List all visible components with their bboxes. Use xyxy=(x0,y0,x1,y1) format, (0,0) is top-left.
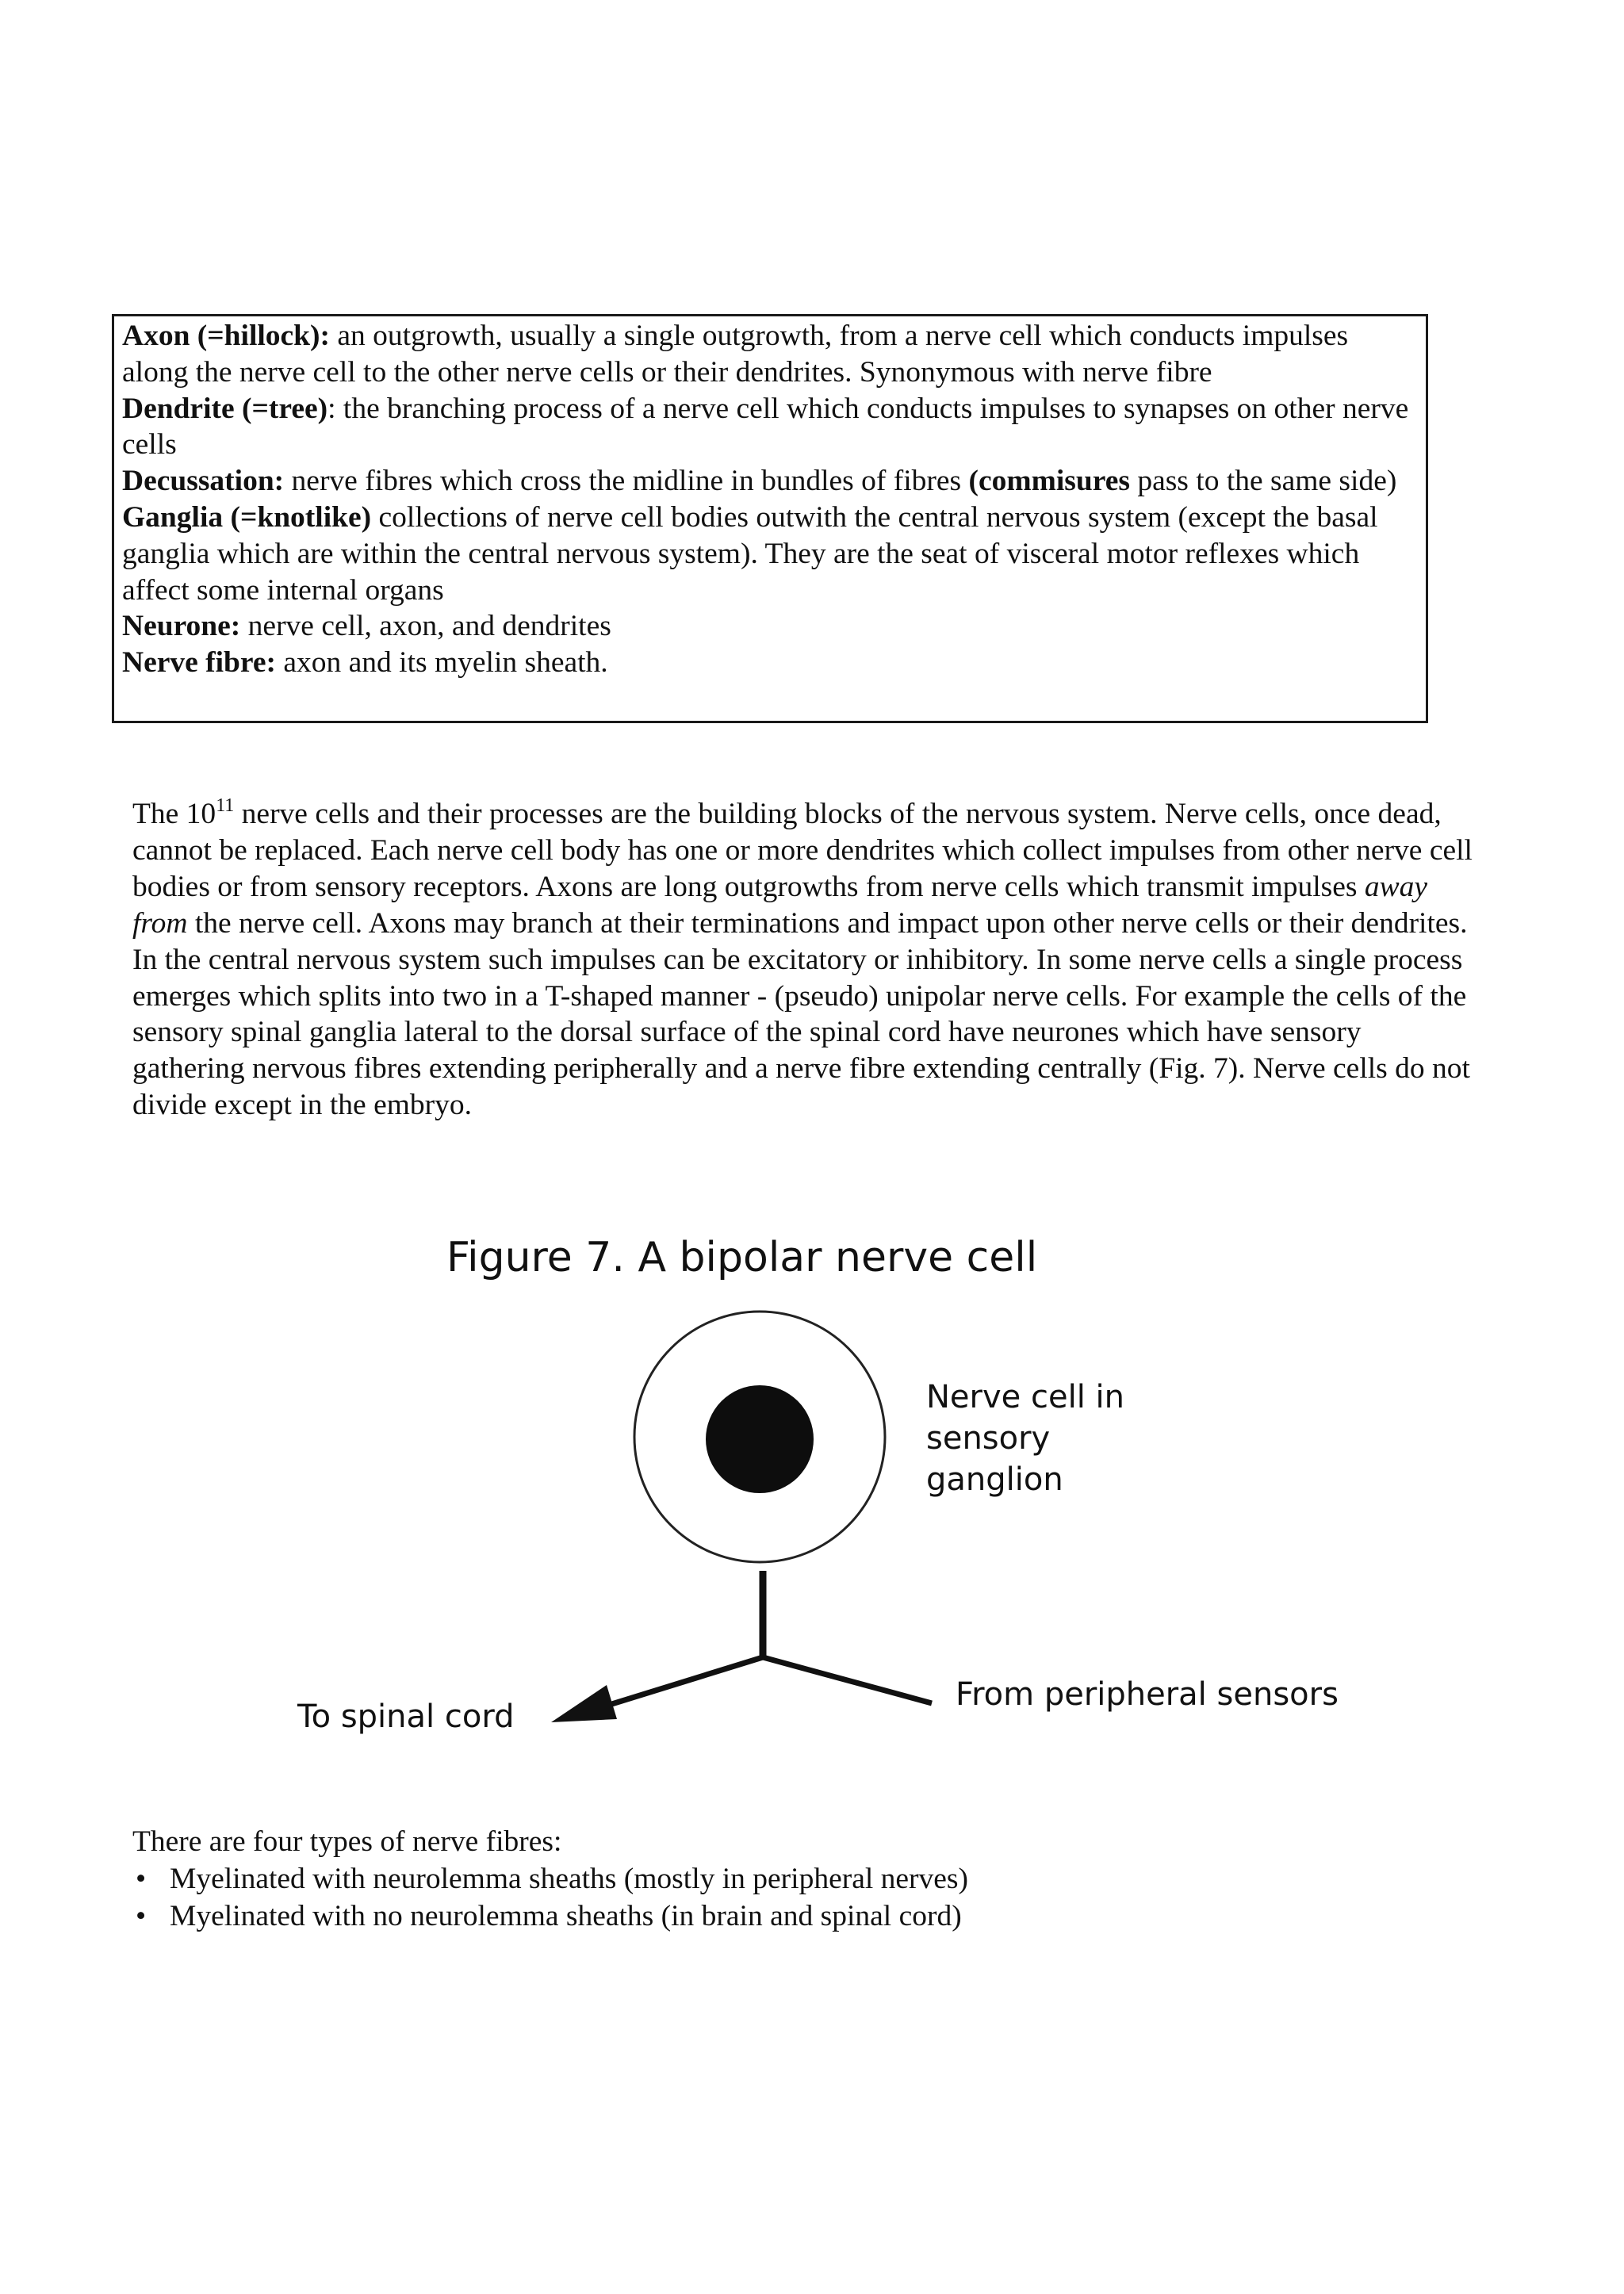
figure-title: Figure 7. A bipolar nerve cell xyxy=(446,1234,1038,1281)
glossary-definition: an outgrowth, usually a single outgrowth, from a nerve cell which conducts impulses along the nerve cell to the other nerve cells or their dendrites. Synonymous with nerve fibre xyxy=(122,320,1349,389)
glossary-definition: collections of nerve cell bodies outwith the central nervous system (except the basal ganglia which are within the central nervous system). They are the seat of visceral motor reflexes which affect some internal organs xyxy=(122,500,1378,607)
paragraph-italic: away from xyxy=(132,870,1428,940)
bullet-icon: • xyxy=(136,1863,147,1895)
bullet-list xyxy=(132,1860,968,1935)
right-label: From peripheral sensors xyxy=(956,1676,1339,1713)
glossary-box xyxy=(112,314,1428,723)
list-item-text: Myelinated with no neurolemma sheaths (in brain and spinal cord) xyxy=(170,1900,962,1932)
glossary-term: Dendrite (=tree) xyxy=(122,392,328,425)
glossary-entry-ganglia xyxy=(122,500,1418,608)
cell-label-line3: ganglion xyxy=(926,1461,1063,1498)
glossary-entry-axon xyxy=(122,318,1418,391)
glossary-definition: axon and its myelin sheath. xyxy=(276,646,608,680)
cell-label-line1: Nerve cell in xyxy=(926,1379,1124,1415)
list-intro: There are four types of nerve fibres: xyxy=(132,1825,562,1858)
glossary-entry-neurone xyxy=(122,608,1418,645)
cell-label-line2: sensory xyxy=(926,1420,1051,1457)
list-item xyxy=(132,1860,968,1898)
glossary-term: Neurone: xyxy=(122,610,241,643)
paragraph-text: The 10 xyxy=(132,798,216,830)
cell-membrane xyxy=(634,1312,885,1562)
glossary-term: (commisures xyxy=(968,465,1130,498)
glossary-term: Ganglia (=knotlike) xyxy=(122,500,372,534)
paragraph-text: nerve cells and their processes are the building blocks of the nervous system. Nerve cells, once dead, cannot be replaced. Each nerve cell body has one or more dendrites which collect impulses from other nerve cell bodies or from sensory receptors. Axons are long outgrowths from nerve cells which transmit impulses xyxy=(132,798,1473,903)
body-paragraph xyxy=(132,796,1480,1124)
peripheral-branch xyxy=(763,1657,932,1703)
cell-nucleus xyxy=(706,1385,814,1493)
central-branch xyxy=(596,1657,763,1709)
glossary-definition: nerve fibres which cross the midline in bundles of fibres xyxy=(284,465,969,498)
glossary-definition: nerve cell, axon, and dendrites xyxy=(240,610,611,643)
list-item xyxy=(132,1898,968,1935)
paragraph-exponent: 11 xyxy=(216,795,235,816)
glossary-term: Nerve fibre: xyxy=(122,646,277,680)
glossary-definition: : the branching process of a nerve cell which conducts impulses to synapses on other nerve cells xyxy=(122,392,1409,461)
glossary-term: Axon (=hillock): xyxy=(122,320,331,352)
glossary-term: Decussation: xyxy=(122,465,285,498)
glossary-definition: pass to the same side) xyxy=(1129,465,1397,498)
bullet-icon: • xyxy=(136,1900,147,1932)
list-item-text: Myelinated with neurolemma sheaths (mostly in peripheral nerves) xyxy=(170,1863,969,1895)
arrow-head-icon xyxy=(551,1685,617,1722)
glossary-entry-decussation xyxy=(122,463,1418,500)
left-label: To spinal cord xyxy=(297,1698,515,1735)
paragraph-text: the nerve cell. Axons may branch at their terminations and impact upon other nerve cells or their dendrites. In the central nervous system such impulses can be excitatory or inhibitory. In some nerve cells a single process emerges which splits into two in a T-shaped manner - (pseudo) unipolar nerve cells. For example the cells of the sensory spinal ganglia lateral to the dorsal surface of the spinal cord have neurones which have sensory gathering nervous fibres extending peripherally and a nerve fibre extending centrally (Fig. 7). Nerve cells do not divide except in the embryo. xyxy=(132,906,1470,1122)
glossary-entry-nerve-fibre xyxy=(122,645,1418,681)
glossary-entry-dendrite xyxy=(122,391,1418,464)
